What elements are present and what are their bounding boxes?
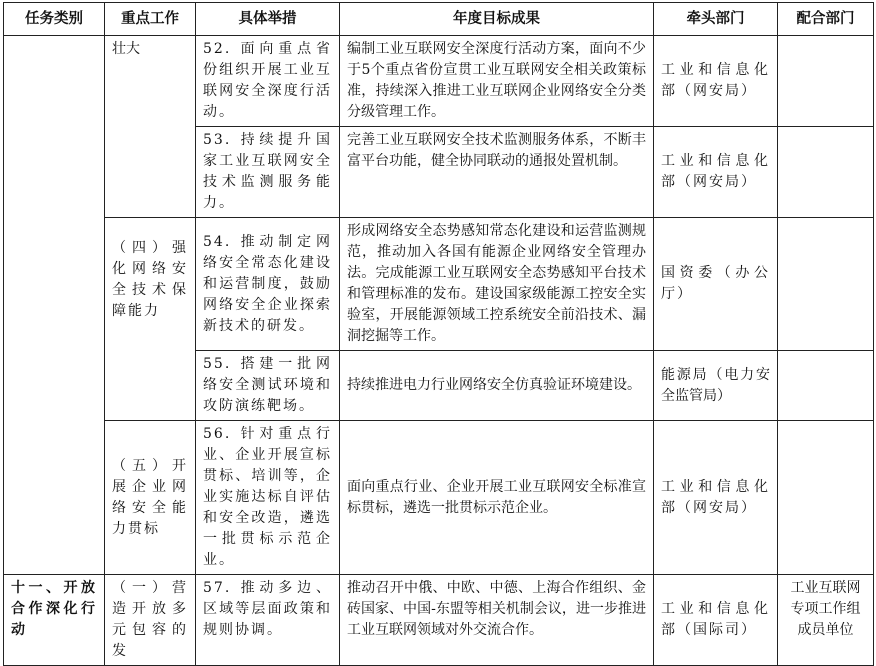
- lead-cell: 工业和信息化部（网安局）: [654, 421, 778, 575]
- work-cell: 壮大: [105, 36, 196, 218]
- header-category: 任务类别: [4, 3, 105, 36]
- measure-cell: 57. 推动多边、区域等层面政策和规则协调。: [196, 575, 340, 666]
- support-cell: 工业互联网专项工作组成员单位: [778, 575, 874, 666]
- header-goal: 年度目标成果: [340, 3, 654, 36]
- table-row: [4, 218, 874, 351]
- work-cell: （一）营造开放多元包容的发: [105, 575, 196, 666]
- goal-cell: 持续推进电力行业网络安全仿真验证环境建设。: [340, 351, 654, 421]
- support-cell: [778, 127, 874, 218]
- lead-cell: 工业和信息化部（网安局）: [654, 36, 778, 127]
- table-row: [4, 575, 874, 666]
- goal-cell: 形成网络安全态势感知常态化建设和运营监测规范，推动加入各国有能源企业网络安全管理办法。完成能源工业互联网安全态势感知平台技术和管理标准的发布。建设国家级能源工控安全实验室，开展能源领域工控系统安全前沿技术、漏洞挖掘等工作。: [340, 218, 654, 351]
- category-cell: 十一、开放合作深化行动: [4, 575, 105, 666]
- work-cell: （五）开展企业网络安全能力贯标: [105, 421, 196, 575]
- support-cell: [778, 421, 874, 575]
- goal-cell: 面向重点行业、企业开展工业互联网安全标准宣标贯标，遴选一批贯标示范企业。: [340, 421, 654, 575]
- support-cell: [778, 351, 874, 421]
- lead-cell: 国资委（办公厅）: [654, 218, 778, 351]
- measure-cell: 52. 面向重点省份组织开展工业互联网安全深度行活动。: [196, 36, 340, 127]
- header-work: 重点工作: [105, 3, 196, 36]
- measure-cell: 56. 针对重点行业、企业开展宣标贯标、培训等，企业实施达标自评估和安全改造，遴选一批贯标示范企业。: [196, 421, 340, 575]
- support-cell: [778, 218, 874, 351]
- measure-cell: 54. 推动制定网络安全常态化建设和运营制度，鼓励网络安全企业探索新技术的研发。: [196, 218, 340, 351]
- work-cell: （四）强化网络安全技术保障能力: [105, 218, 196, 421]
- table-row: [4, 36, 874, 127]
- header-measure: 具体举措: [196, 3, 340, 36]
- goal-cell: 编制工业互联网安全深度行活动方案，面向不少于5个重点省份宣贯工业互联网安全相关政策标准，持续深入推进工业互联网企业网络安全分类分级管理工作。: [340, 36, 654, 127]
- goal-cell: 完善工业互联网安全技术监测服务体系，不断丰富平台功能，健全协同联动的通报处置机制。: [340, 127, 654, 218]
- measure-cell: 53. 持续提升国家工业互联网安全技术监测服务能力。: [196, 127, 340, 218]
- table-row: [4, 421, 874, 575]
- lead-cell: 工业和信息化部（网安局）: [654, 127, 778, 218]
- support-cell: [778, 36, 874, 127]
- header-lead: 牵头部门: [654, 3, 778, 36]
- category-cell: [4, 36, 105, 575]
- goal-cell: 推动召开中俄、中欧、中德、上海合作组织、金砖国家、中国-东盟等相关机制会议，进一步推进工业互联网领域对外交流合作。: [340, 575, 654, 666]
- lead-cell: 能源局（电力安全监管局）: [654, 351, 778, 421]
- table-header-row: [4, 3, 874, 36]
- task-table: [3, 2, 874, 666]
- header-support: 配合部门: [778, 3, 874, 36]
- measure-cell: 55. 搭建一批网络安全测试环境和攻防演练靶场。: [196, 351, 340, 421]
- lead-cell: 工业和信息化部（国际司）: [654, 575, 778, 666]
